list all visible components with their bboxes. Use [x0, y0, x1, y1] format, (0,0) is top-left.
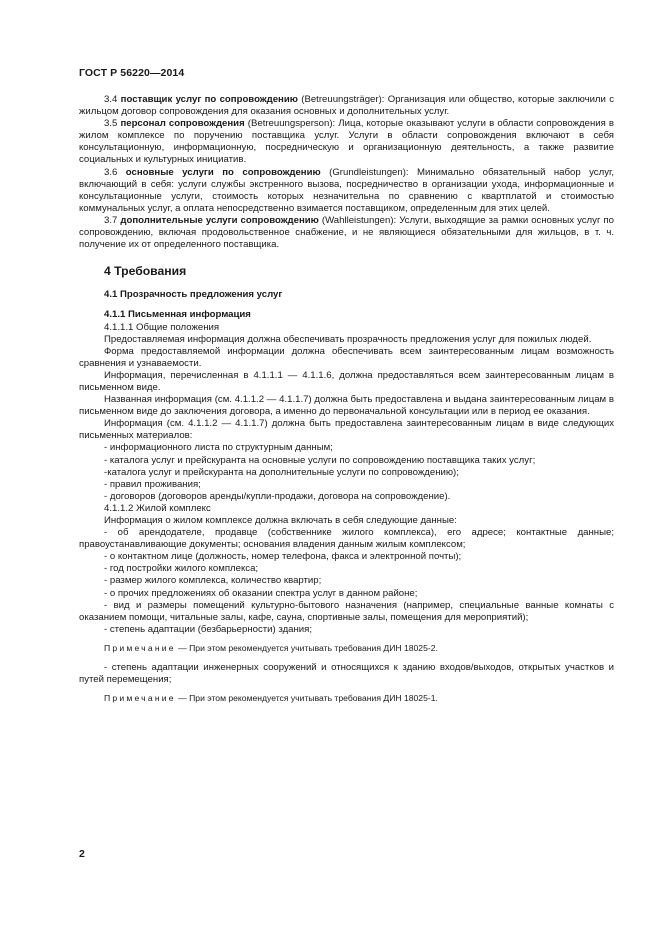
def-num: 3.6 — [104, 166, 118, 178]
document-body — [79, 94, 614, 712]
def-term: основные услуги по сопровождению — [125, 166, 321, 178]
list-item: - информационного листа по структурным данным; — [104, 442, 333, 454]
list-item: - размер жилого комплекса, количество квартир; — [104, 575, 322, 587]
section-4-1-heading: 4.1 Прозрачность предложения услуг — [104, 289, 283, 301]
note-label: Примечание — [104, 642, 176, 653]
list-item: - каталога услуг и прейскуранта на основные услуги по сопровождению поставщика таких услуг; — [104, 454, 536, 466]
definition-3-7 — [79, 215, 614, 251]
def-text: (Wahlleistungen): Услуги, выходящие за рамки основных услуг по сопровождению, включая продовольственное снабжение, и не являющиеся обязательными для жильцов, в т. ч. получение их от определенного поставщика. — [79, 214, 614, 251]
definition-3-6 — [79, 167, 614, 215]
def-term: персонал сопровождения — [120, 118, 245, 130]
def-term: поставщик услуг по сопровождению — [120, 94, 298, 105]
paragraph: Форма предоставляемой информации должна обеспечивать всем заинтересованным лицам возможность сравнения и узнаваемости. — [79, 345, 614, 369]
list-item: - о контактном лице (должность, номер телефона, факса и электронной почты); — [104, 551, 462, 563]
def-text: (Betreuungsträger): Организация или общество, которые заключили с жильцом договор сопровождения для оказания основных и дополнительных услуг. — [79, 94, 614, 118]
note-label: Примечание — [104, 693, 176, 704]
note-text: — При этом рекомендуется учитывать требования ДИН 18025-1. — [175, 693, 438, 704]
section-4-1-1-1-heading: 4.1.1.1 Общие положения — [104, 321, 220, 333]
list-item: - степень адаптации (безбарьерности) здания; — [104, 623, 313, 635]
paragraph: Информация (см. 4.1.1.2 — 4.1.1.7) должна быть предоставлена заинтересованным лицам в виде следующих письменных материалов: — [79, 418, 614, 442]
definition-3-4 — [79, 94, 614, 118]
paragraph: Названная информация (см. 4.1.1.2 — 4.1.1.7) должна быть предоставлена и выдана заинтересованным лицам в письменном виде до заключения договора, а именно до первоначальной консультации или в период ее оказания. — [79, 394, 614, 418]
paragraph: Информация о жилом комплексе должна включать в себя следующие данные: — [104, 515, 457, 526]
list-item: - правил проживания; — [104, 478, 201, 490]
note-2 — [79, 692, 614, 704]
document-header: ГОСТ Р 56220—2014 — [79, 67, 185, 79]
def-text: (Grundleistungen): Минимально обязательный набор услуг, включающий в себя: услуги службы экстренного вызова, посредничество в организации ухода, информационные и консультационные услуги, стоимость которых незначительна по сравнению с квартплатой и стоимостью коммунальных услуг, а оплата непосредственно взимается поставщиком, определенным для этих целей. — [79, 166, 614, 214]
list-item: - год постройки жилого комплекса; — [104, 563, 259, 575]
paragraph: Информация, перечисленная в 4.1.1.1 — 4.1.1.6, должна предоставляться всем заинтересованным лицам в письменном виде. — [79, 369, 614, 393]
def-num: 3.7 — [104, 214, 118, 226]
section-4-heading: 4 Требования — [104, 264, 187, 279]
def-num: 3.4 — [104, 94, 118, 105]
def-term: дополнительные услуги сопровождению — [120, 214, 319, 226]
list-item: - о прочих предложениях об оказании спектра услуг в данном районе; — [104, 587, 418, 599]
list-item: - степень адаптации инженерных сооружений и относящихся к зданию входов/выходов, открытых участков и путей перемещения; — [79, 662, 614, 686]
list-item: -каталога услуг и прейскуранта на дополнительные услуги по сопровождению); — [104, 466, 459, 478]
section-4-1-1-2-heading: 4.1.1.2 Жилой комплекс — [104, 502, 211, 514]
note-1 — [79, 642, 614, 654]
page-number: 2 — [79, 848, 85, 860]
list-item: - договоров (договоров аренды/купли-продажи, договора на сопровождение). — [104, 490, 451, 502]
list-item: - вид и размеры помещений культурно-бытового назначения (например, специальные ванные комнаты с оказанием помощи, читальные залы, кафе, сауна, спортивные залы, помещения для мероприятий); — [79, 599, 614, 623]
note-text: — При этом рекомендуется учитывать требования ДИН 18025-2. — [175, 642, 438, 653]
list-item: - об арендодателе, продавце (собственнике жилого комплекса), его адресе; контактные данные; правоустанавливающие документы; основания владения данным жилым комплексом; — [79, 527, 614, 551]
def-num: 3.5 — [104, 118, 118, 130]
paragraph: Предоставляемая информация должна обеспечивать прозрачность предложения услуг для пожилых людей. — [104, 333, 592, 345]
def-text: (Betreuungsperson): Лица, которые оказывают услуги в области сопровождения в жилом комплексе по поручению поставщика услуг. Услуги в области сопровождения включают в себя консультационную, информационную, посредническую и организационную деятельность, а также развитие социальных и культурных инициатив. — [79, 118, 614, 166]
section-4-1-1-heading: 4.1.1 Письменная информация — [104, 309, 251, 321]
definition-3-5 — [79, 118, 614, 166]
